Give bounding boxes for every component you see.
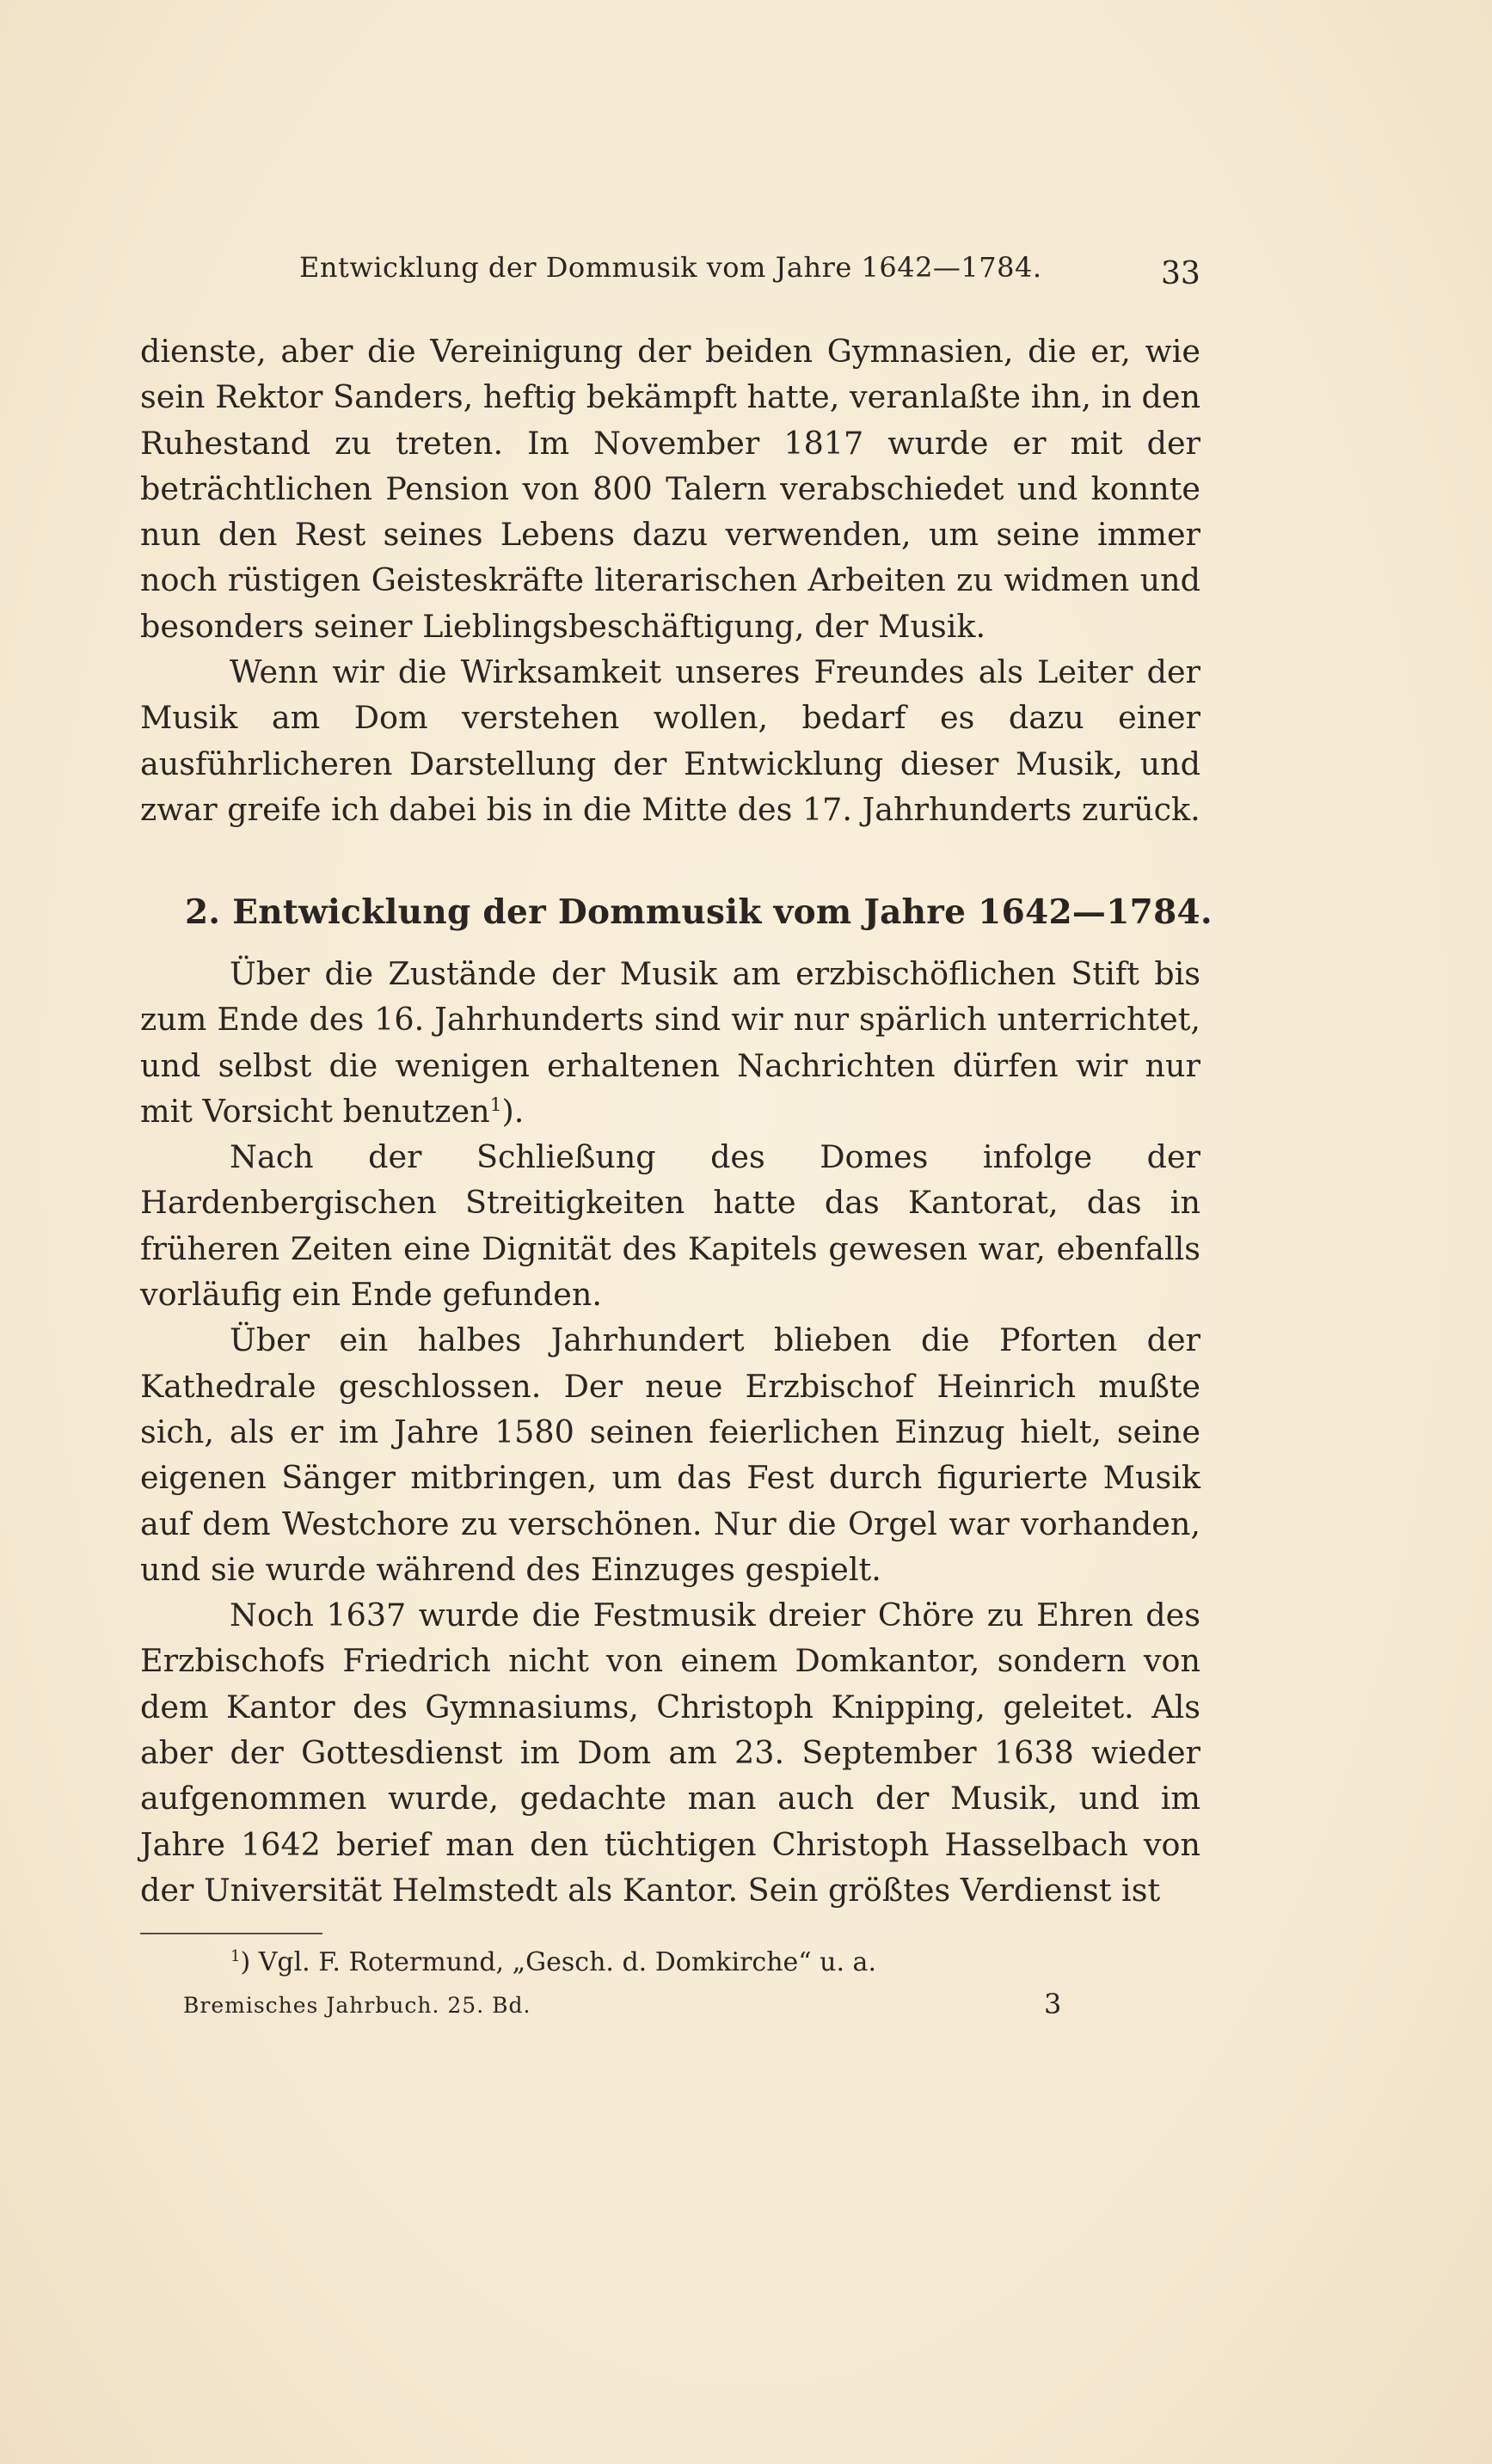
footnote-reference: 1 xyxy=(489,1094,502,1116)
running-head-title: Entwicklung der Dommusik vom Jahre 1642—1784. xyxy=(299,251,1042,284)
page-number: 33 xyxy=(1161,256,1200,291)
footnote-text: ) Vgl. F. Rotermund, „Gesch. d. Domkirche“ u. a. xyxy=(240,1947,876,1977)
footnote xyxy=(230,1947,876,1977)
section-paragraph-end: ). xyxy=(501,1092,525,1130)
signature-number: 3 xyxy=(1044,1988,1062,2020)
section-paragraph: Nach der Schließung des Domes infolge der Hardenbergischen Streitigkeiten hatte das Kantorat, das in früheren Zeiten eine Dignität des Kapitels gewesen war, ebenfalls vorläufig ein Ende gefunden. xyxy=(140,1138,1200,1314)
section-heading: 2. Entwicklung der Dommusik vom Jahre 1642—1784. xyxy=(185,892,1213,932)
section-paragraph: Über ein halbes Jahrhundert blieben die Pforten der Kathedrale geschlossen. Der neue Erzbischof Heinrich mußte sich, als er im Jahre 1580 seinen feierlichen Einzug hielt, seine eigenen Sänger mitbringen, um das Fest durch figurierte Musik auf dem Westchore zu verschönen. Nur die Orgel war vorhanden, und sie wurde während des Einzuges gespielt. xyxy=(140,1321,1200,1588)
intro-paragraph: Wenn wir die Wirksamkeit unseres Freundes als Leiter der Musik am Dom verstehen wollen, bedarf es dazu einer ausführlicheren Darstellung der Entwicklung dieser Musik, und zwar greife ich dabei bis in die Mitte des 17. Jahrhunderts zurück. xyxy=(140,653,1200,828)
section-paragraph: Noch 1637 wurde die Festmusik dreier Chöre zu Ehren des Erzbischofs Friedrich nicht von einem Domkantor, sondern von dem Kantor des Gymnasiums, Christoph Knipping, geleitet. Als aber der Gottesdienst im Dom am 23. September 1638 wieder aufgenommen wurde, gedachte man auch der Musik, und im Jahre 1642 berief man den tüchtigen Christoph Hasselbach von der Universität Helmstedt als Kantor. Sein größtes Verdienst ist xyxy=(140,1597,1200,1909)
footnote-marker: 1 xyxy=(230,1947,241,1965)
section-paragraph xyxy=(140,951,1200,1134)
printer-signature: Bremisches Jahrbuch. 25. Bd. xyxy=(183,1993,531,2018)
footnote-divider xyxy=(140,1933,322,1934)
running-head xyxy=(0,251,1492,294)
section-text-block xyxy=(140,951,1200,1913)
intro-text-block xyxy=(140,328,1200,832)
intro-paragraph: dienste, aber die Vereinigung der beiden Gymnasien, die er, wie sein Rektor Sanders, heftig bekämpft hatte, veranlaßte ihn, in den Ruhestand zu treten. Im November 1817 wurde er mit der beträchtlichen Pension von 800 Talern verabschiedet und konnte nun den Rest seines Lebens dazu verwenden, um seine immer noch rüstigen Geisteskräfte literarischen Arbeiten zu widmen und besonders seiner Lieblingsbeschäftigung, der Musik. xyxy=(140,333,1200,645)
section-paragraph-text: Über die Zustände der Musik am erzbischöflichen Stift bis zum Ende des 16. Jahrhunderts sind wir nur spärlich unterrichtet, und selbst die wenigen erhaltenen Nachrichten dürfen wir nur mit Vorsicht benutzen xyxy=(140,955,1200,1130)
